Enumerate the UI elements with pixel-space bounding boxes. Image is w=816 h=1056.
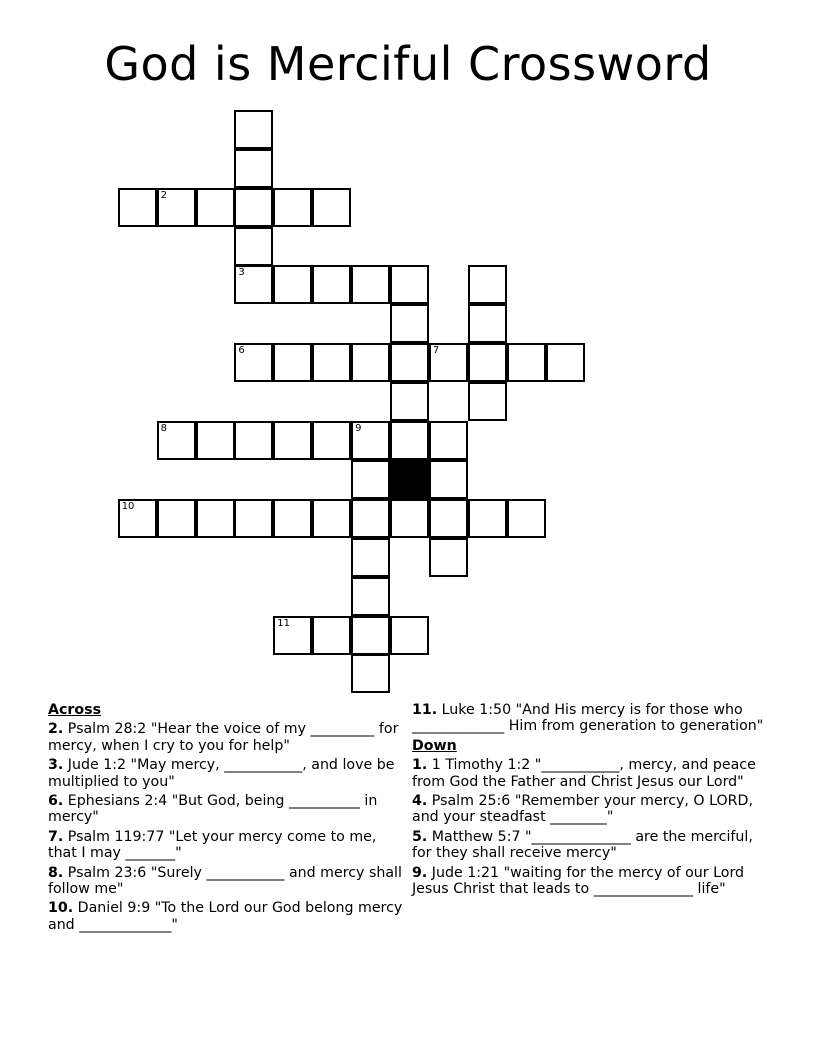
grid-cell[interactable] xyxy=(429,538,468,577)
clue-number: 11. xyxy=(412,702,438,718)
clue-number-label: 9 xyxy=(355,423,362,434)
down-heading: Down xyxy=(412,737,457,754)
grid-cell[interactable] xyxy=(273,265,312,304)
clue-across-6 xyxy=(48,793,408,826)
grid-cell[interactable] xyxy=(390,304,429,343)
clue-across-11 xyxy=(412,702,772,735)
grid-cell[interactable] xyxy=(312,616,351,655)
grid-cell[interactable] xyxy=(351,460,390,499)
grid-cell[interactable] xyxy=(351,577,390,616)
clue-number: 7. xyxy=(48,828,64,845)
grid-cell[interactable] xyxy=(390,421,429,460)
clue-text: Psalm 28:2 "Hear the voice of my _________ for mercy, when I cry to you for help" xyxy=(48,721,399,754)
clue-text: Matthew 5:7 "______________ are the merciful, for they shall receive mercy" xyxy=(412,828,753,862)
clue-number: 3. xyxy=(48,757,64,774)
grid-cell[interactable] xyxy=(312,343,351,382)
clue-text: Psalm 23:6 "Surely ___________ and mercy shall follow me" xyxy=(48,864,402,898)
grid-block-cell xyxy=(390,460,429,499)
grid-cell[interactable] xyxy=(157,188,196,227)
clue-text: Luke 1:50 "And His mercy is for those who _____________ Him from generation to generation" xyxy=(412,702,764,735)
clues-right-column xyxy=(412,702,772,900)
grid-cell[interactable] xyxy=(351,421,390,460)
grid-cell[interactable] xyxy=(157,421,196,460)
grid-cell[interactable] xyxy=(468,265,507,304)
grid-cell[interactable] xyxy=(468,304,507,343)
grid-cell[interactable] xyxy=(118,499,157,538)
grid-cell[interactable] xyxy=(468,343,507,382)
clue-number-label: 10 xyxy=(121,500,135,512)
grid-cell[interactable] xyxy=(351,654,390,693)
clue-number: 1. xyxy=(412,757,428,774)
clue-number: 5. xyxy=(412,828,428,845)
grid-cell[interactable] xyxy=(507,343,546,382)
clue-number-label: 7 xyxy=(432,345,440,357)
clue-text: Daniel 9:9 "To the Lord our God belong mercy and _____________" xyxy=(48,900,403,933)
grid-cell[interactable] xyxy=(196,421,235,460)
grid-cell[interactable] xyxy=(234,227,273,266)
clue-down-4 xyxy=(412,793,772,826)
clue-across-10 xyxy=(48,900,408,933)
clue-across-3 xyxy=(48,757,408,790)
clue-down-1 xyxy=(412,757,772,790)
grid-cell[interactable] xyxy=(234,110,273,149)
grid-cell[interactable] xyxy=(118,188,157,227)
grid-cell[interactable] xyxy=(351,265,390,304)
grid-cell[interactable] xyxy=(390,265,429,304)
clue-number-label: 3 xyxy=(238,267,245,279)
grid-cell[interactable] xyxy=(351,343,390,382)
grid-cell[interactable] xyxy=(273,616,312,655)
grid-cell[interactable] xyxy=(546,343,585,382)
grid-cell[interactable] xyxy=(507,499,546,538)
grid-cell[interactable] xyxy=(390,382,429,421)
grid-cell[interactable] xyxy=(312,265,351,304)
grid-cell[interactable] xyxy=(429,460,468,499)
grid-cell[interactable] xyxy=(234,188,273,227)
grid-cell[interactable] xyxy=(429,343,468,382)
clue-down-5 xyxy=(412,829,772,862)
grid-cell[interactable] xyxy=(273,188,312,227)
clue-number: 9. xyxy=(412,864,428,881)
clue-text: Ephesians 2:4 "But God, being __________ in mercy" xyxy=(48,793,378,826)
clue-across-2 xyxy=(48,721,408,754)
grid-cell[interactable] xyxy=(468,499,507,538)
clue-text: Psalm 25:6 "Remember your mercy, O LORD, and your steadfast ________" xyxy=(412,793,753,826)
clue-text: Jude 1:21 "waiting for the mercy of our Lord Jesus Christ that leads to ______________ life" xyxy=(412,864,745,898)
clue-number: 8. xyxy=(48,864,64,881)
grid-cell[interactable] xyxy=(390,343,429,382)
grid-cell[interactable] xyxy=(351,499,390,538)
grid-cell[interactable] xyxy=(390,499,429,538)
clue-text: 1 Timothy 1:2 "___________, mercy, and peace from God the Father and Christ Jesus our Lord" xyxy=(412,757,756,790)
clue-across-7 xyxy=(48,829,408,862)
grid-cell[interactable] xyxy=(312,188,351,227)
clue-down-9 xyxy=(412,865,772,898)
clue-text: Jude 1:2 "May mercy, ___________, and love be multiplied to you" xyxy=(48,757,395,790)
grid-cell[interactable] xyxy=(429,421,468,460)
grid-cell[interactable] xyxy=(273,499,312,538)
grid-cell[interactable] xyxy=(312,499,351,538)
grid-cell[interactable] xyxy=(234,149,273,188)
grid-cell[interactable] xyxy=(351,538,390,577)
clue-number-label: 2 xyxy=(160,189,167,201)
clues-left-column xyxy=(48,702,408,936)
clue-text: Psalm 119:77 "Let your mercy come to me, that I may _______" xyxy=(48,828,377,862)
grid-cell[interactable] xyxy=(273,343,312,382)
grid-cell[interactable] xyxy=(157,499,196,538)
clue-number: 10. xyxy=(48,900,74,917)
grid-cell[interactable] xyxy=(234,265,273,304)
clue-number: 2. xyxy=(48,721,64,738)
grid-cell[interactable] xyxy=(234,343,273,382)
grid-cell[interactable] xyxy=(196,188,235,227)
clue-across-8 xyxy=(48,865,408,898)
clue-number-label: 11 xyxy=(277,617,291,629)
clue-number-label: 6 xyxy=(238,345,245,357)
grid-cell[interactable] xyxy=(390,616,429,655)
grid-cell[interactable] xyxy=(351,616,390,655)
grid-cell[interactable] xyxy=(273,421,312,460)
page-title: God is Merciful Crossword xyxy=(104,37,712,91)
grid-cell[interactable] xyxy=(468,382,507,421)
clue-number-label: 8 xyxy=(160,423,167,434)
grid-cell[interactable] xyxy=(234,421,273,460)
across-heading: Across xyxy=(48,702,102,718)
grid-cell[interactable] xyxy=(196,499,235,538)
grid-cell[interactable] xyxy=(234,499,273,538)
grid-cell[interactable] xyxy=(312,421,351,460)
grid-cell[interactable] xyxy=(429,499,468,538)
clue-number: 4. xyxy=(412,793,428,810)
clue-number: 6. xyxy=(48,793,64,810)
